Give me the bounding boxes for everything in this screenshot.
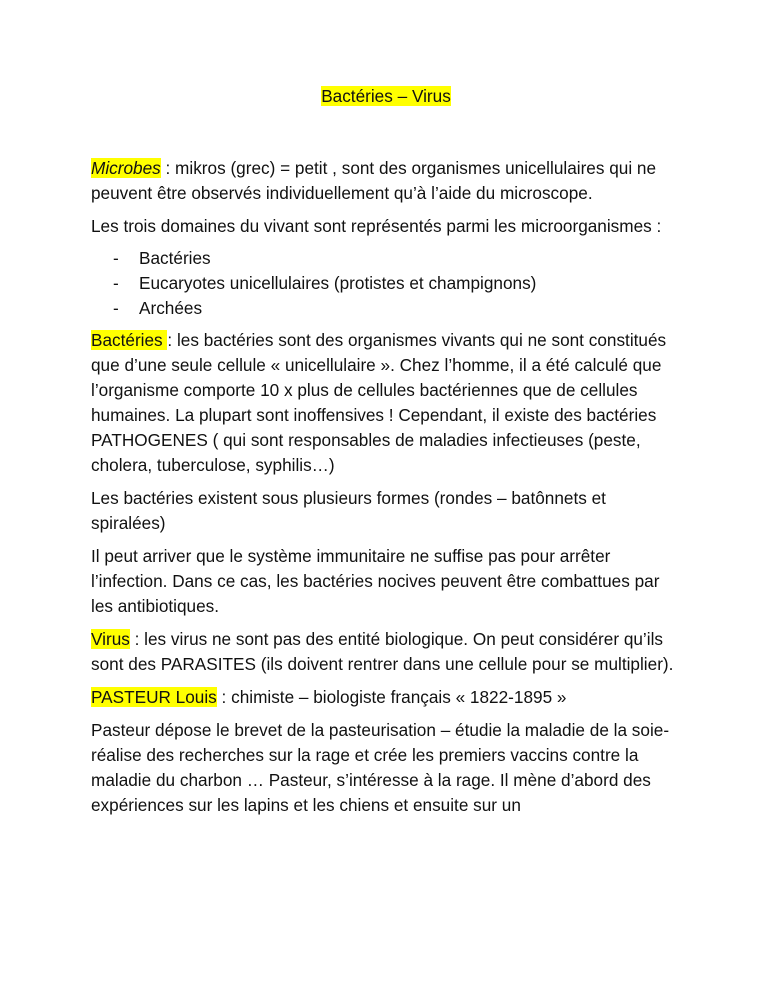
document-body: [91, 84, 681, 826]
text-virus: : les virus ne sont pas des entité biologique. On peut considérer qu’ils sont des PARASITES (ils doivent rentrer dans une cellule pour se multiplier).: [91, 629, 674, 674]
paragraph-bacteries: [91, 328, 681, 478]
list-item: [113, 271, 681, 296]
list-item: [113, 296, 681, 321]
text-bacteries: : les bactéries sont des organismes vivants qui ne sont constitués que d’une seule cellule « unicellulaire ». Chez l’homme, il a été calculé que l’organisme comporte 10 x plus de cellules bactériennes que de cellules humaines. La plupart sont inoffensives ! Cependant, il existe des bactéries PATHOGENES ( qui sont responsables de maladies infectieuses (peste, cholera, tuberculose, syphilis…): [91, 330, 667, 475]
text-pasteur: : chimiste – biologiste français « 1822-1895 »: [216, 687, 567, 707]
paragraph-pasteur: [91, 685, 681, 710]
title-highlight: Bactéries – Virus: [321, 86, 451, 106]
page-title: [91, 84, 681, 109]
bullet-dash: -: [113, 248, 119, 268]
paragraph-domains-intro: Les trois domaines du vivant sont représentés parmi les microorganismes :: [91, 216, 662, 236]
list-item-text: Archées: [139, 298, 203, 318]
paragraph-infection: Il peut arriver que le système immunitaire ne suffise pas pour arrêter l’infection. Dans ce cas, les bactéries nocives peuvent être combattues par les antibiotiques.: [91, 546, 660, 616]
paragraph-virus: [91, 627, 681, 677]
list-item-text: Bactéries: [139, 248, 211, 268]
term-microbes: Microbes: [91, 158, 161, 178]
term-bacteries: Bactéries: [91, 330, 168, 350]
paragraph-pasteur-details: Pasteur dépose le brevet de la pasteurisation – étudie la maladie de la soie-réalise des recherches sur la rage et crée les premiers vaccins contre la maladie du charbon … Pasteur, s’intéresse à la rage. Il mène d’abord des expériences sur les lapins et les chiens et ensuite sur un: [91, 720, 670, 815]
domains-list: [113, 246, 681, 321]
bullet-dash: -: [113, 298, 119, 318]
paragraph-microbes: [91, 156, 681, 206]
term-virus: Virus: [91, 629, 130, 649]
paragraph-formes: Les bactéries existent sous plusieurs formes (rondes – batônnets et spiralées): [91, 488, 606, 533]
text-microbes: : mikros (grec) = petit , sont des organismes unicellulaires qui ne peuvent être observés individuellement qu’à l’aide du microscope.: [91, 158, 657, 203]
list-item-text: Eucaryotes unicellulaires (protistes et champignons): [139, 273, 537, 293]
bullet-dash: -: [113, 273, 119, 293]
term-pasteur: PASTEUR Louis: [91, 687, 217, 707]
list-item: [113, 246, 681, 271]
